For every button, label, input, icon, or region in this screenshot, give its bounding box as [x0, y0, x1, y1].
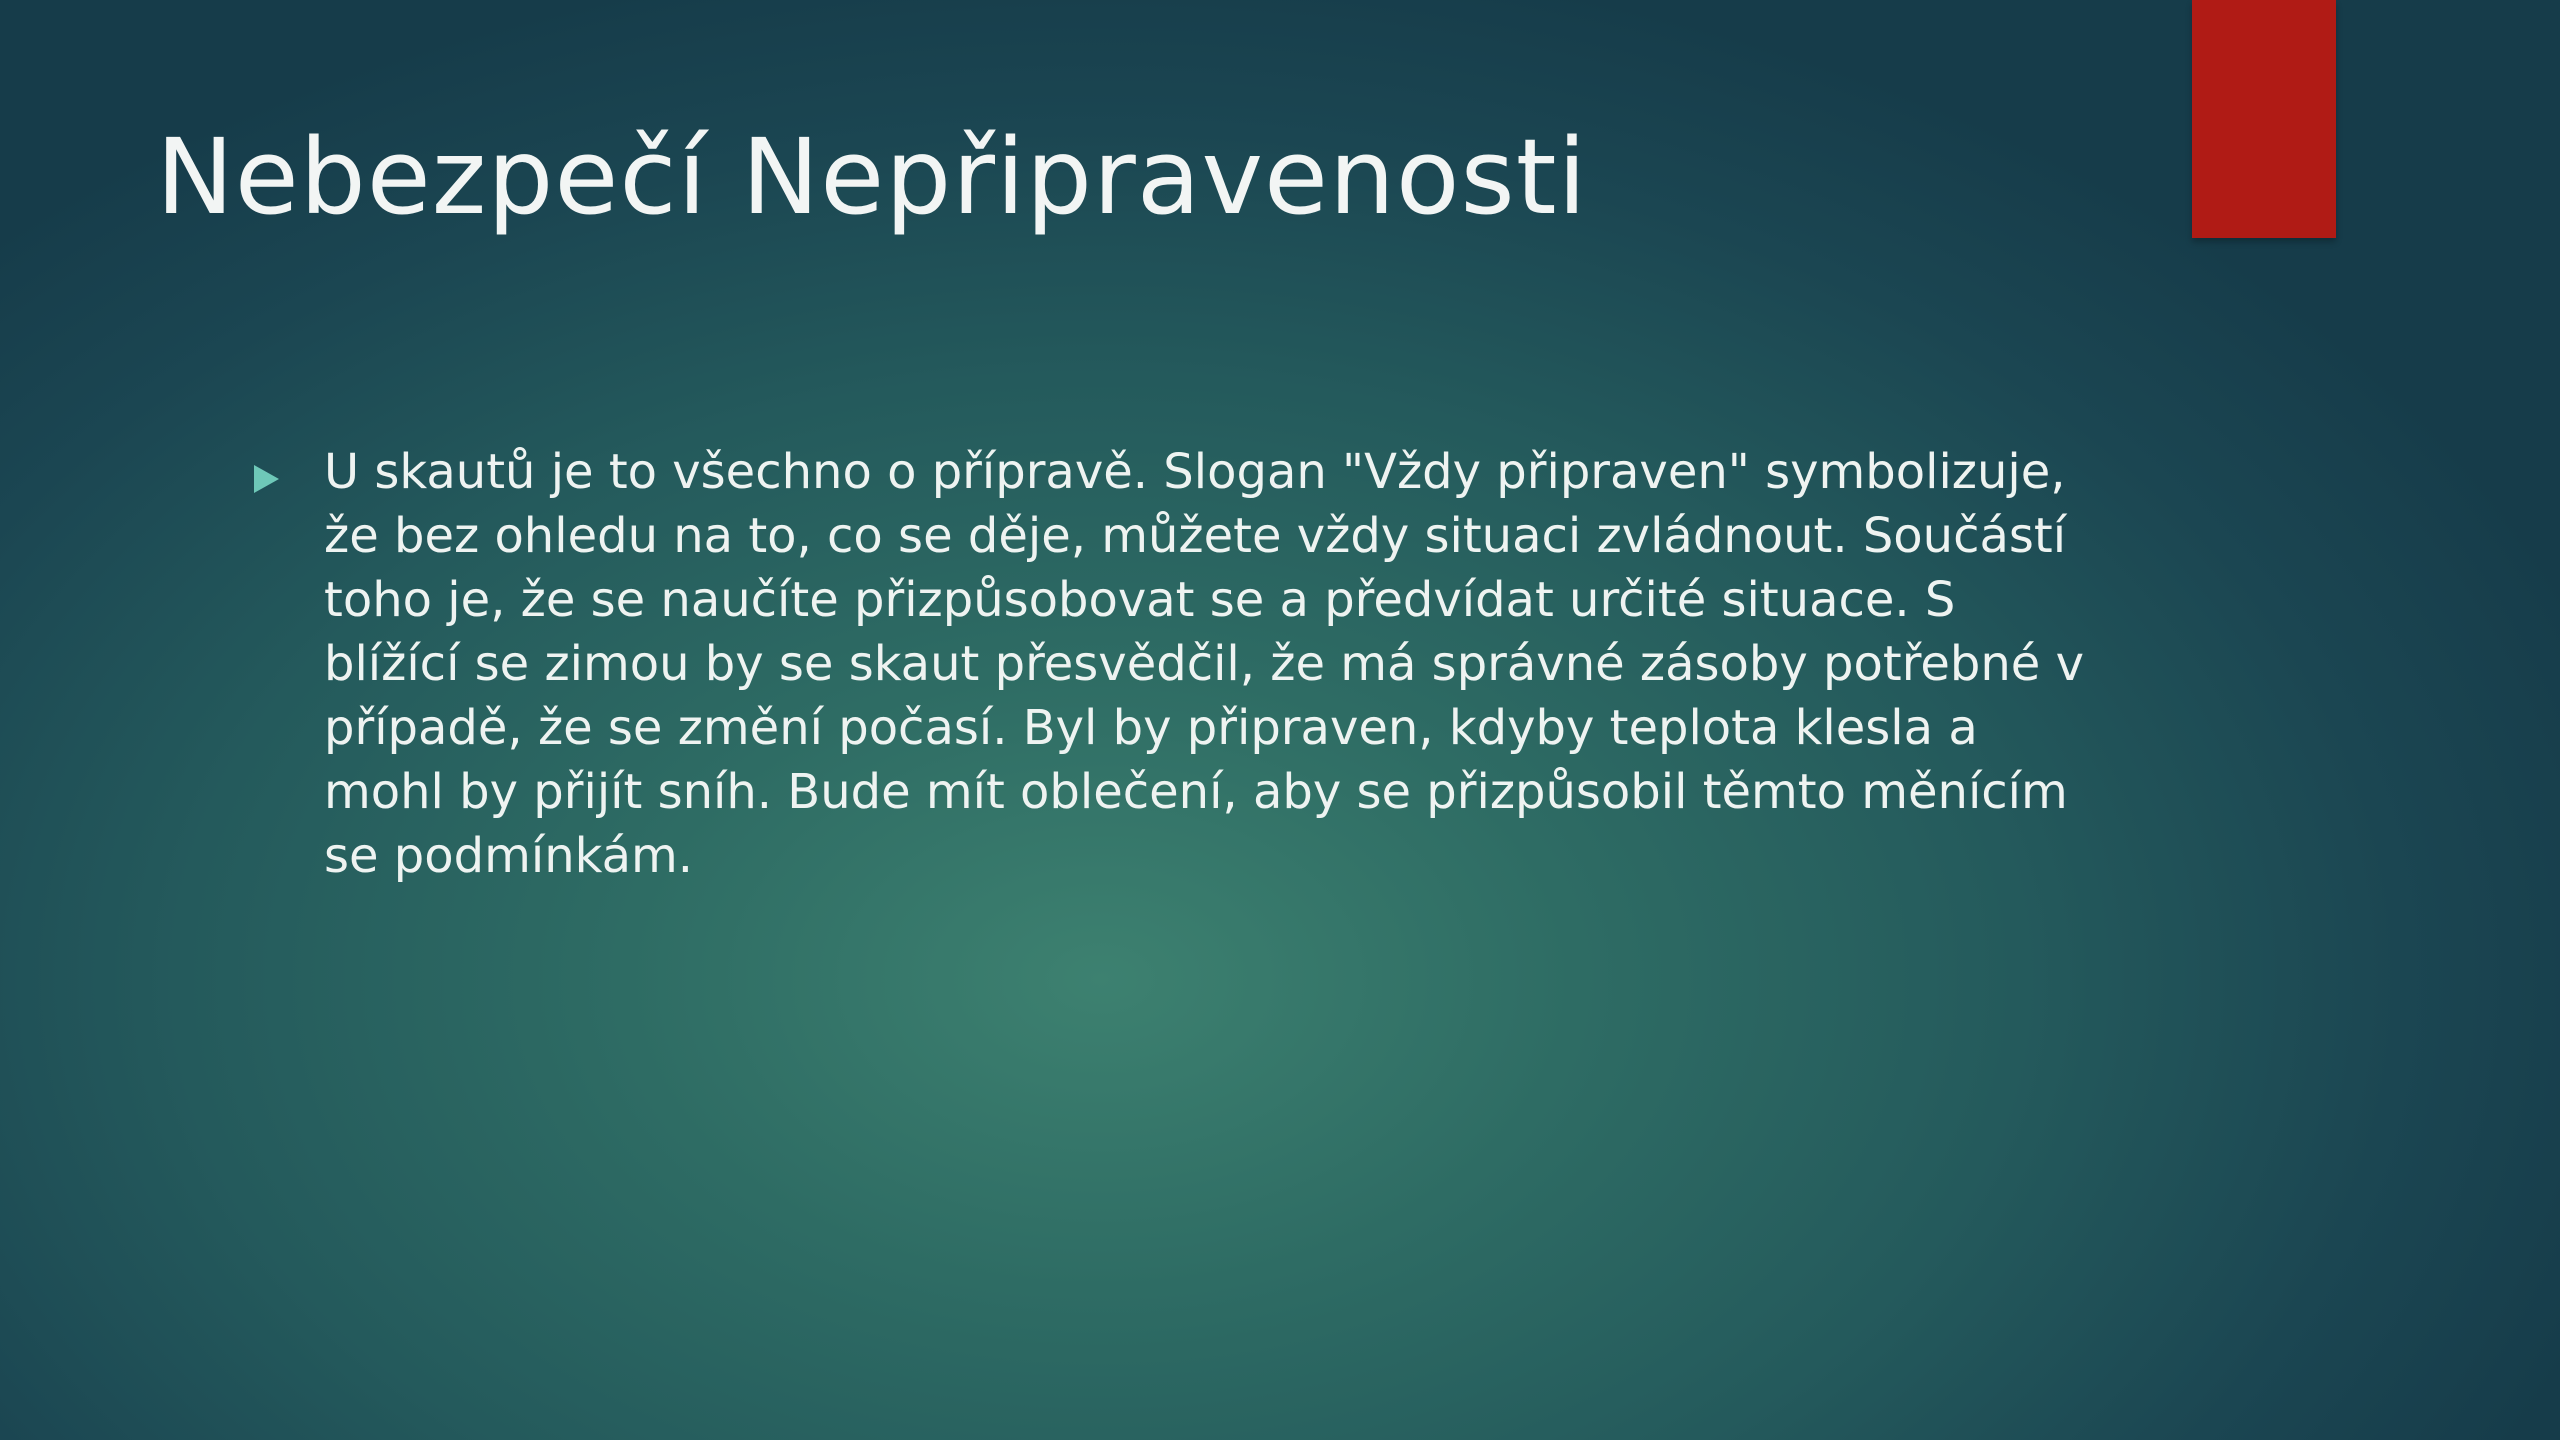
triangle-bullet-icon — [254, 465, 279, 493]
bullet-item — [254, 440, 2104, 888]
bullet-text: U skautů je to všechno o přípravě. Slogan "Vždy připraven" symbolizuje, že bez ohledu na to, co se děje, můžete vždy situaci zvládnout. Součástí toho je, že se naučíte přizpůsobovat se a předvídat určité situace. S blížící se zimou by se skaut přesvědčil, že má správné zásoby potřebné v případě, že se změní počasí. Byl by připraven, kdyby teplota klesla a mohl by přijít sníh. Bude mít oblečení, aby se přizpůsobil těmto měnícím se podmínkám. — [324, 444, 2084, 884]
accent-bar — [2192, 0, 2336, 238]
slide-title: Nebezpečí Nepřipravenosti — [156, 116, 1588, 238]
bullet-list — [254, 440, 2104, 888]
